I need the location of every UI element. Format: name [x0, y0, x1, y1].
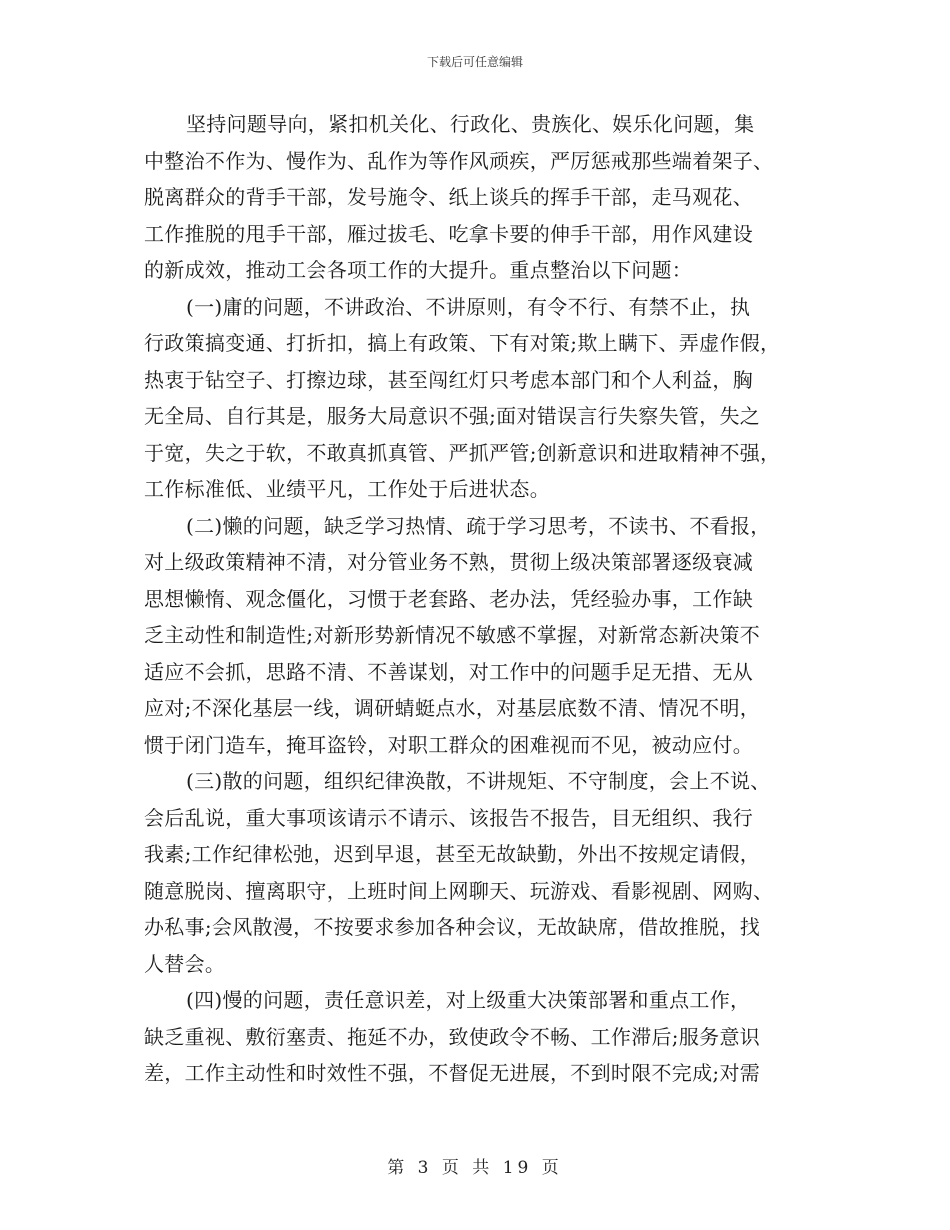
- text-line: (三)散的问题，组织纪律涣散，不讲规矩、不守制度，会上不说、: [186, 769, 771, 793]
- text-line: (一)庸的问题，不讲政治、不讲原则，有令不行、有禁不止，执: [186, 294, 751, 319]
- text-line: 中整治不作为、慢作为、乱作为等作风顽疾，严厉惩戒那些端着架子、: [144, 148, 774, 173]
- text-line: 缺乏重视、敷衍塞责、拖延不办，致使政令不畅、工作滞后;服务意识: [144, 1024, 761, 1049]
- text-line: 坚持问题导向，紧扣机关化、行政化、贵族化、娱乐化问题，集: [186, 112, 755, 136]
- text-line: 于宽，失之于软，不敢真抓真管、严抓严管;创新意识和进取精神不强，: [144, 440, 781, 465]
- text-line: 我素;工作纪律松弛，迟到早退，甚至无故缺勤，外出不按规定请假，: [144, 842, 761, 866]
- text-line: 惯于闭门造车，掩耳盗铃，对职工群众的困难视而不见，被动应付。: [144, 732, 753, 757]
- document-body: [144, 106, 806, 1092]
- text-line: 工作标准低、业绩平凡，工作处于后进状态。: [144, 477, 550, 501]
- text-line: 的新成效，推动工会各项工作的大提升。重点整治以下问题：: [144, 258, 693, 282]
- text-line: 随意脱岗、擅离职守，上班时间上网聊天、玩游戏、看影视剧、网购、: [144, 878, 774, 903]
- text-line: 乏主动性和制造性;对新形势新情况不敏感不掌握，对新常态新决策不: [144, 623, 761, 647]
- text-line: 思想懒惰、观念僵化，习惯于老套路、老办法，凭经验办事，工作缺: [144, 586, 753, 611]
- text-line: 人替会。: [144, 951, 226, 976]
- text-line: 对上级政策精神不清，对分管业务不熟，贯彻上级决策部署逐级衰减: [144, 550, 753, 574]
- text-line: 行政策搞变通、打折扣，搞上有政策、下有对策;欺上瞒下、弄虚作假，: [144, 331, 781, 355]
- text-line: 差，工作主动性和时效性不强，不督促无进展，不到时限不完成;对需: [144, 1061, 761, 1085]
- text-line: 工作推脱的甩手干部，雁过拔毛、吃拿卡要的伸手干部，用作风建设: [144, 221, 753, 246]
- text-line: 会后乱说，重大事项该请示不请示、该报告不报告，目无组织、我行: [144, 805, 753, 830]
- text-line: (二)懒的问题，缺乏学习热情、疏于学习思考，不读书、不看报，: [186, 513, 771, 538]
- text-line: 无全局、自行其是，服务大局意识不强;面对错误言行失察失管，失之: [144, 404, 761, 428]
- text-line: 应对;不深化基层一线，调研蜻蜓点水，对基层底数不清、情况不明，: [144, 696, 761, 720]
- text-line: 脱离群众的背手干部，发号施令、纸上谈兵的挥手干部，走马观花、: [144, 185, 753, 209]
- text-line: 热衷于钻空子、打擦边球，甚至闯红灯只考虑本部门和个人利益，胸: [144, 367, 753, 392]
- text-line: 办私事;会风散漫，不按要求参加各种会议，无故缺席，借故推脱，找: [144, 915, 761, 939]
- text-line: (四)慢的问题，责任意识差，对上级重大决策部署和重点工作，: [186, 988, 751, 1012]
- page-header: 下载后可任意编辑: [426, 55, 523, 69]
- page-footer: 第 3 页 共 19 页: [387, 1158, 563, 1178]
- text-line: 适应不会抓，思路不清、不善谋划，对工作中的问题手足无措、无从: [144, 659, 753, 684]
